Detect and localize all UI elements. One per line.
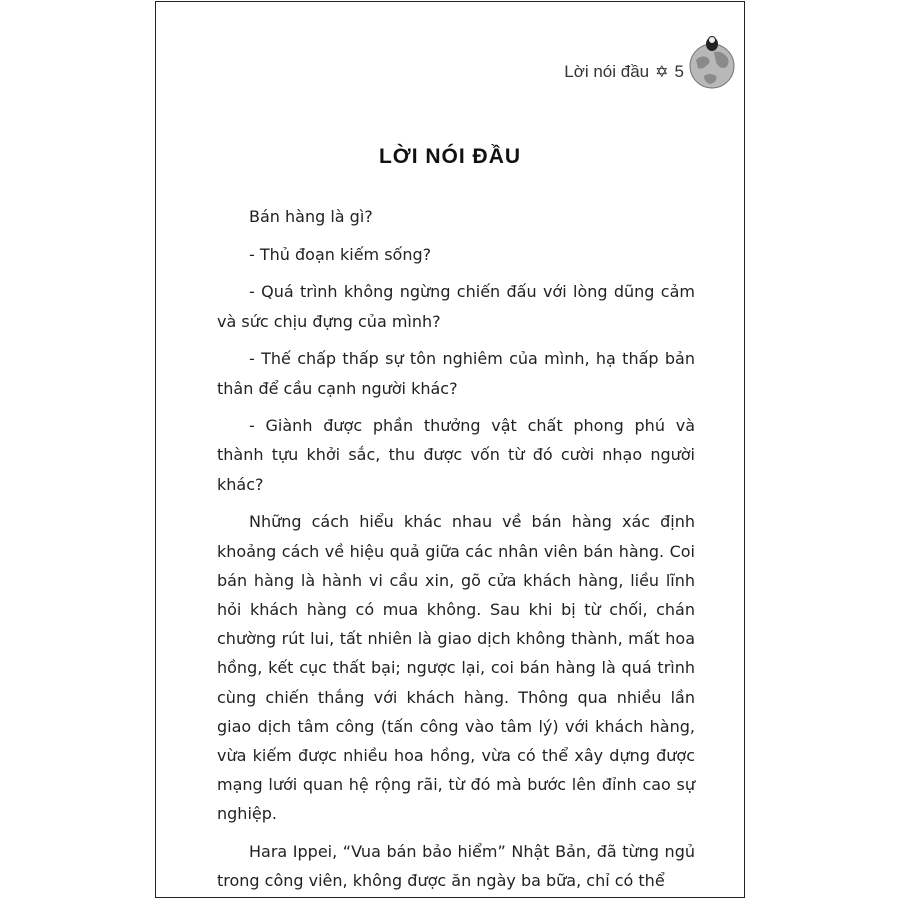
paragraph: Những cách hiểu khác nhau về bán hàng xác định khoảng cách về hiệu quả giữa các nhân viên bán hàng. Coi bán hàng là hành vi cầu xin, gõ cửa khách hàng, liều lĩnh hỏi khách hàng có mua không. Sau khi bị từ chối, chán chường rút lui, tất nhiên là giao dịch không thành, mất hoa hồng, kết cục thất bại; ngược lại, coi bán hàng là quá trình cùng chiến thắng với khách hàng. Thông qua nhiều lần giao dịch tâm công (tấn công vào tâm lý) với khách hàng, vừa kiếm được nhiều hoa hồng, vừa có thể xây dựng được mạng lưới quan hệ rộng rãi, từ đó mà bước lên đỉnh cao sự nghiệp.: [217, 512, 695, 824]
body-text: [217, 202, 695, 904]
star-icon: ✡: [655, 64, 669, 81]
page-number: 5: [674, 62, 684, 81]
paragraph: Bán hàng là gì?: [249, 207, 373, 226]
paragraph: Hara Ippei, “Vua bán bảo hiểm” Nhật Bản, đã từng ngủ trong công viên, không được ăn ngày ba bữa, chỉ có thể: [217, 842, 695, 891]
paragraph: - Quá trình không ngừng chiến đấu với lòng dũng cảm và sức chịu đựng của mình?: [217, 282, 695, 331]
running-title: Lời nói đầu: [564, 62, 650, 81]
paragraph: - Thế chấp thấp sự tôn nghiêm của mình, hạ thấp bản thân để cầu cạnh người khác?: [217, 349, 695, 398]
page-title: LỜI NÓI ĐẦU: [378, 145, 522, 168]
book-page: [155, 1, 745, 898]
globe-with-person-icon: [688, 32, 736, 90]
paragraph: - Giành được phần thưởng vật chất phong phú và thành tựu khởi sắc, thu được vốn từ đó cười nhạo người khác?: [217, 416, 695, 494]
paragraph: - Thủ đoạn kiếm sống?: [249, 244, 432, 264]
running-header: [564, 62, 684, 82]
